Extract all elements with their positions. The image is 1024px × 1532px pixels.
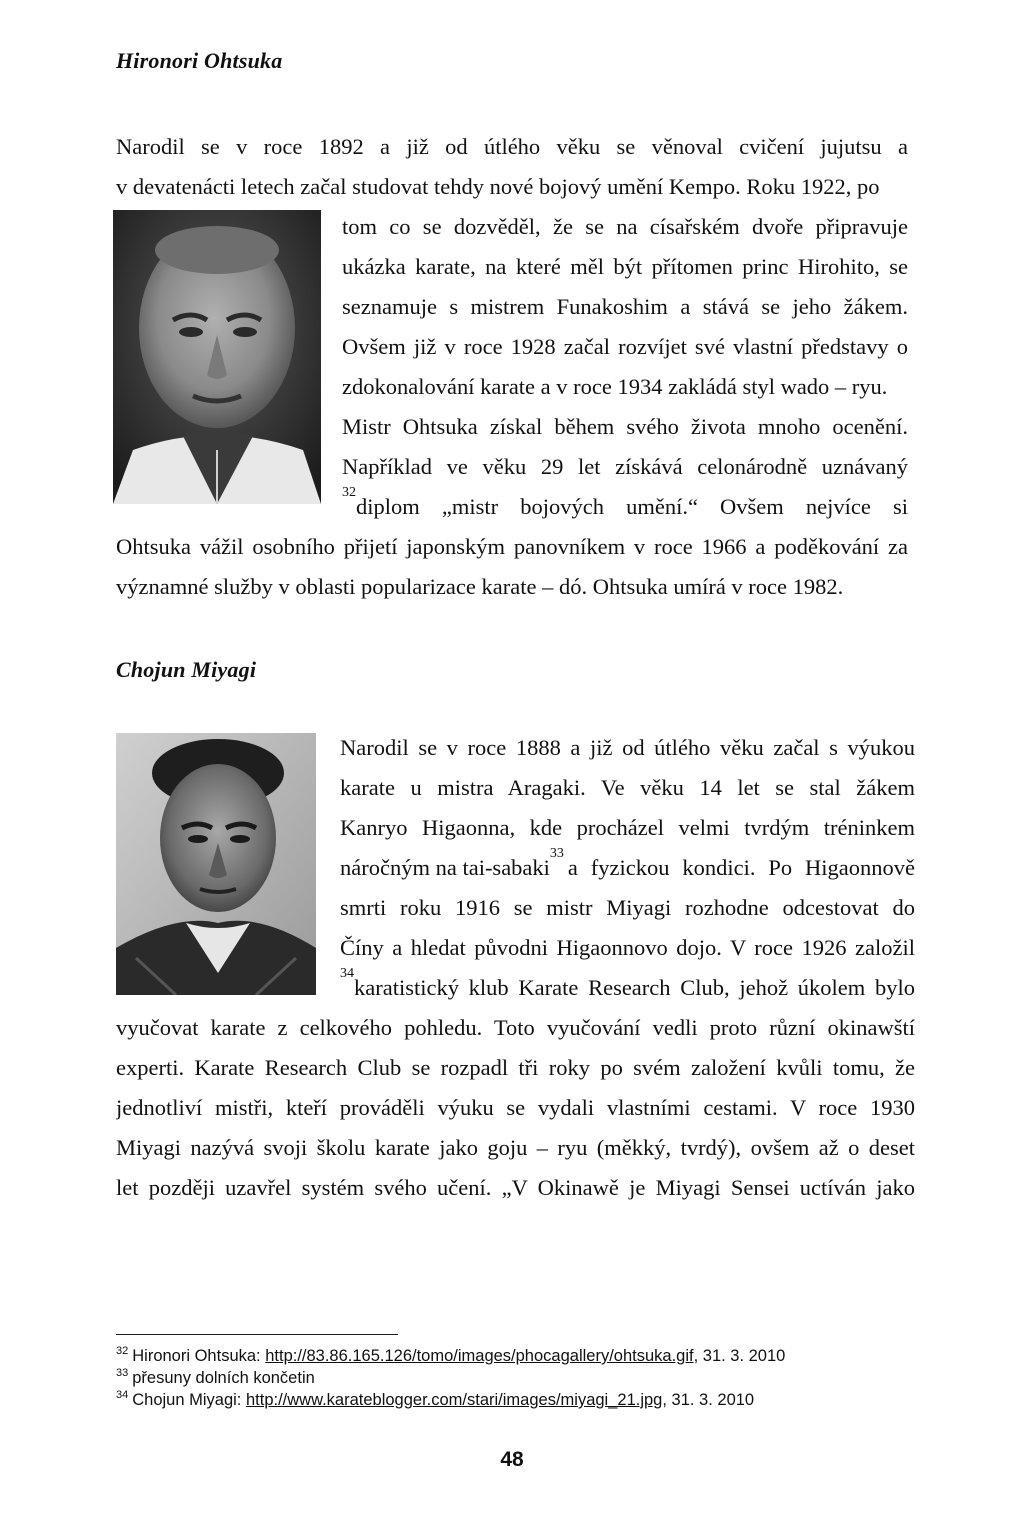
paragraph-line: Miyagi nazývá svoji školu karate jako goju – ryu (měkký, tvrdý), ovšem až o deset: [116, 1135, 915, 1160]
paragraph-line: významné služby v oblasti popularizace karate – dó. Ohtsuka umírá v roce 1982.: [116, 574, 844, 599]
footnote-ref-34[interactable]: 34: [340, 966, 354, 981]
footnote-33: [116, 1368, 315, 1388]
footnote-number: 33: [116, 1367, 129, 1379]
paragraph-line: Číny a hledat původni Higaonnovo dojo. V roce 1926 založil: [340, 935, 915, 960]
paragraph-line-with-footnote: [340, 966, 915, 1002]
paragraph-line: Narodil se v roce 1888 a již od útlého věku začal s výukou: [340, 735, 915, 760]
paragraph-line-text: diplom „mistr bojových umění.“ Ovšem nejvíce si: [356, 494, 908, 519]
paragraph-line: Například ve věku 29 let získává celonárodně uznávaný: [342, 454, 908, 479]
paragraph-line: tom co se dozvěděl, že se na císařském dvoře připravuje: [342, 214, 908, 239]
footnote-32: [116, 1346, 785, 1366]
footnote-divider: [116, 1334, 398, 1335]
page-number: 48: [500, 1448, 524, 1471]
paragraph-line: vyučovat karate z celkového pohledu. Toto vyučování vedli proto různí okinawští: [116, 1015, 915, 1040]
paragraph-line: zdokonalování karate a v roce 1934 zakládá styl wado – ryu.: [342, 374, 888, 399]
footnote-34: [116, 1390, 754, 1410]
section-heading-miyagi: Chojun Miyagi: [116, 657, 257, 682]
footnote-text: přesuny dolních končetin: [132, 1369, 315, 1387]
paragraph-line: Ohtsuka vážil osobního přijetí japonským panovníkem v roce 1966 a poděkování za: [116, 534, 908, 559]
paragraph-line-text: náročným na tai-sabaki: [340, 855, 550, 880]
paragraph-line: Narodil se v roce 1892 a již od útlého věku se věnoval cvičení jujutsu a: [116, 134, 908, 159]
paragraph-line-with-footnote: [340, 846, 915, 882]
paragraph-line: experti. Karate Research Club se rozpadl tři roky po svém založení kvůli tomu, že: [116, 1055, 915, 1080]
footnote-date: , 31. 3. 2010: [693, 1347, 786, 1365]
footnote-ref-33[interactable]: 33: [549, 846, 564, 861]
paragraph-line-with-footnote: [342, 485, 908, 521]
paragraph-line-text: karatistický klub Karate Research Club, jehož úkolem bylo: [354, 975, 915, 1000]
miyagi-portrait-image: [116, 733, 316, 995]
paragraph-line: let později uzavřel systém svého učení. „V Okinawě je Miyagi Sensei uctíván jako: [116, 1175, 915, 1200]
footnote-link[interactable]: http://83.86.165.126/tomo/images/phocagallery/ohtsuka.gif: [265, 1347, 694, 1365]
paragraph-line: smrti roku 1916 se mistr Miyagi rozhodne odcestovat do: [340, 895, 915, 920]
section-heading-ohtsuka: Hironori Ohtsuka: [116, 48, 283, 73]
footnote-ref-32[interactable]: 32: [342, 485, 356, 500]
paragraph-line-text: a fyzickou kondici. Po Higaonnově: [567, 855, 915, 880]
paragraph-line: ukázka karate, na které měl být přítomen princ Hirohito, se: [342, 254, 908, 279]
paragraph-line: karate u mistra Aragaki. Ve věku 14 let se stal žákem: [340, 775, 915, 800]
paragraph-line: v devatenácti letech začal studovat tehdy nové bojový umění Kempo. Roku 1922, po: [116, 174, 880, 199]
footnote-link[interactable]: http://www.karateblogger.com/stari/images/miyagi_21.jpg: [245, 1391, 663, 1409]
paragraph-line: seznamuje s mistrem Funakoshim a stává se jeho žákem.: [342, 294, 908, 319]
footnote-number: 34: [116, 1389, 129, 1401]
paragraph-line: Kanryo Higaonna, kde procházel velmi tvrdým tréninkem: [340, 815, 915, 840]
footnote-date: , 31. 3. 2010: [662, 1391, 755, 1409]
paragraph-line: Ovšem již v roce 1928 začal rozvíjet své vlastní představy o: [342, 334, 908, 359]
ohtsuka-portrait-image: [113, 210, 321, 504]
paragraph-line: jednotliví mistři, kteří prováděli výuku se vydali vlastními cestami. V roce 1930: [116, 1095, 915, 1120]
paragraph-line: Mistr Ohtsuka získal během svého života mnoho ocenění.: [342, 414, 908, 439]
footnote-text: Hironori Ohtsuka:: [132, 1347, 266, 1365]
footnote-number: 32: [116, 1345, 129, 1357]
footnote-text: Chojun Miyagi:: [132, 1391, 246, 1409]
